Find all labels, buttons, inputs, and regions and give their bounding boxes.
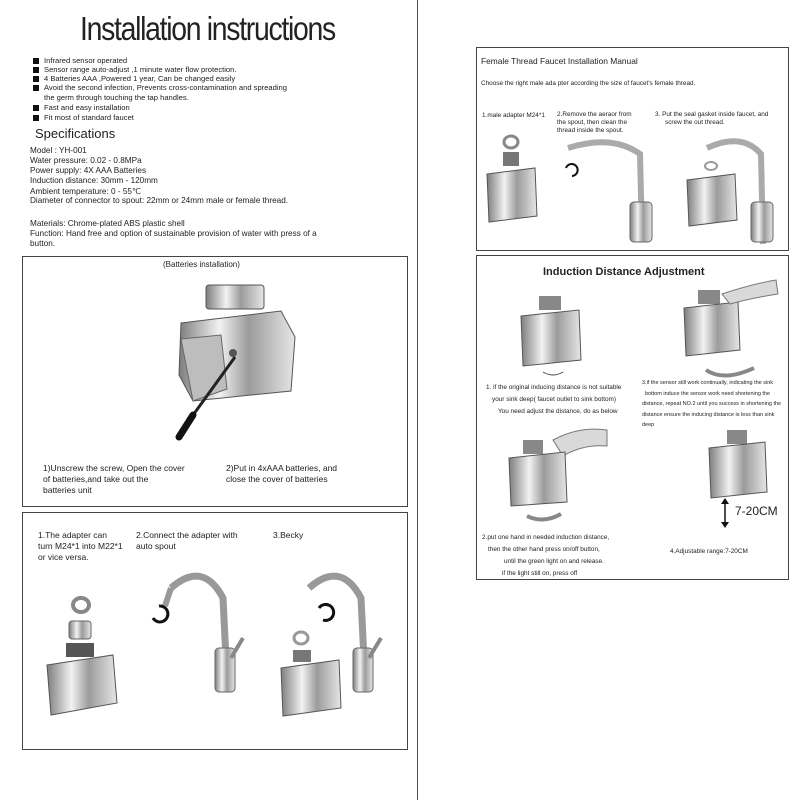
- adapter-installation-panel: [22, 512, 408, 750]
- range-label: 7-20CM: [735, 504, 778, 518]
- feature-item: Fit most of standard faucet: [33, 113, 134, 122]
- faucet-seal-gasket-illustration: [687, 134, 787, 244]
- induction-step-3: 3.if the sensor still work continually, indicating the sink bottom induce the sensor work need shortening the distance, repeat NO.2 until you success in shortening the distance ensure the inducing distance is less than sink deep: [642, 380, 782, 428]
- spec-line: Ambient temperature: 0 - 55℃: [30, 187, 142, 196]
- bullet-square-icon: [33, 58, 39, 64]
- sensor-illustration: [517, 294, 587, 374]
- adapter-step-3: 3.Becky: [273, 530, 304, 540]
- male-adapter-sensor-illustration: [485, 134, 545, 224]
- spec-line: Water pressure: 0.02 - 0.8MPa: [30, 156, 142, 165]
- induction-step-4: 4.Adjustable range:7-20CM: [670, 548, 748, 555]
- specifications-heading: Specifications: [35, 126, 116, 141]
- sensor-adjust-illustration: [707, 426, 777, 506]
- double-arrow-icon: [717, 498, 733, 528]
- female-thread-title: Female Thread Faucet Installation Manual: [481, 56, 638, 66]
- feature-item-continued: the germ through touching the tap handles.: [44, 93, 189, 102]
- adapter-step-2: 2.Connect the adapter with auto spout: [136, 530, 238, 551]
- spec-line: Induction distance: 30mm - 120mm: [30, 176, 158, 185]
- induction-step-1: 1. if the original inducing distance is not suitable your sink deep( faucet outlet to sink bottom) You need adjust the distance, do as below: [486, 384, 622, 415]
- battery-caption: (Batteries installation): [163, 260, 240, 269]
- faucet-remove-aerator-illustration: [562, 138, 662, 248]
- sensor-unit-battery-illustration: [173, 279, 303, 449]
- sensor-press-button-illustration: [509, 426, 609, 526]
- battery-step-1: 1)Unscrew the screw, Open the cover of batteries,and take out the batteries unit: [43, 463, 185, 495]
- spec-line: Power supply: 4X AAA Batteries: [30, 166, 147, 175]
- bullet-square-icon: [33, 85, 39, 91]
- feature-item: 4 Batteries AAA ,Powered 1 year, Can be changed easily: [33, 74, 235, 83]
- bullet-square-icon: [33, 76, 39, 82]
- faucet-with-adapter-illustration: [281, 568, 391, 718]
- female-thread-panel: [476, 47, 789, 251]
- bullet-square-icon: [33, 115, 39, 121]
- adapter-step-1: 1.The adapter can turn M24*1 into M22*1 or vice versa.: [38, 530, 123, 562]
- female-step-1: 1.male adapter M24*1: [482, 112, 545, 119]
- materials-line: Materials: Chrome-plated ABS plastic shell: [30, 219, 185, 228]
- feature-item: Fast and easy installation: [33, 103, 130, 112]
- feature-item: Avoid the second infection, Prevents cross-contamination and spreading: [33, 83, 287, 92]
- spec-line: Model : YH-001: [30, 146, 87, 155]
- sensor-hand-illustration: [682, 274, 782, 374]
- female-step-3: 3. Put the seal gasket inside faucet, and screw the out thread.: [655, 111, 769, 126]
- function-line: button.: [30, 239, 56, 248]
- page-title: Installation instructions: [80, 10, 335, 47]
- function-line: Function: Hand free and option of sustainable provision of water with press of a: [30, 229, 317, 238]
- bullet-square-icon: [33, 67, 39, 73]
- induction-distance-panel: [476, 255, 789, 580]
- bullet-square-icon: [33, 105, 39, 111]
- battery-step-2: 2)Put in 4xAAA batteries, and close the cover of batteries: [226, 463, 338, 484]
- feature-item: Infrared sensor operated: [33, 56, 127, 65]
- spec-line: Diameter of connector to spout: 22mm or 24mm male or female thread.: [30, 196, 289, 205]
- induction-title: Induction Distance Adjustment: [543, 266, 705, 278]
- feature-item: Sensor range auto-adjust ,1 minute water flow protection.: [33, 65, 236, 74]
- faucet-illustration: [143, 568, 253, 698]
- page-divider: [417, 0, 418, 800]
- battery-installation-panel: [22, 256, 408, 507]
- female-step-2: 2.Remove the aeraor from the spout, then clean the thread inside the spout.: [557, 111, 632, 134]
- female-thread-subtitle: Choose the right male ada pter according the size of faucet's female thread.: [481, 80, 696, 87]
- adapter-sensor-illustration: [41, 593, 121, 723]
- induction-step-2: 2.put one hand in needed induction distance, then the other hand press on/off button, until the green light on and release. if the light still on, press off: [482, 534, 610, 577]
